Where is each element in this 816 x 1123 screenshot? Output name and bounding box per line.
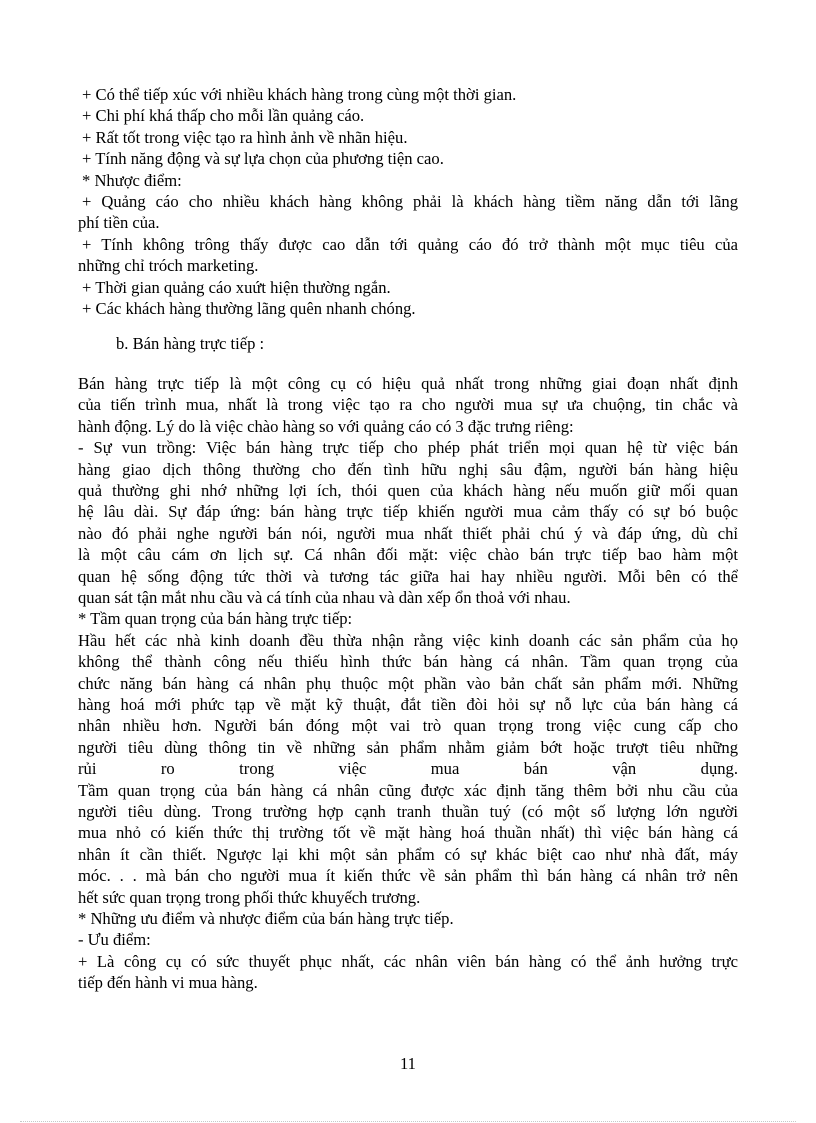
- paragraph-line: nhân nhiều hơn. Người bán đóng một vai trò quan trọng trong việc cung cấp cho: [78, 716, 738, 736]
- paragraph-line: rủi ro trong việc mua bán vận dụng.: [78, 759, 738, 779]
- paragraph-line: hệ lâu dài. Sự đáp ứng: bán hàng trực tiếp khiến người mua cảm thấy có sự bó buộc: [78, 502, 738, 522]
- page-bottom-divider: [20, 1121, 796, 1122]
- paragraph-line: quan sát tận mắt nhu cầu và cá tính của nhau và dàn xếp ổn thoả với nhau.: [78, 587, 571, 607]
- document-page: [78, 84, 738, 994]
- paragraph-line: không thể thành công nếu thiếu hình thức bán hàng cá nhân. Tầm quan trọng của: [78, 652, 738, 672]
- advantage-item: + Chi phí khá thấp cho mỗi lần quảng cáo.: [82, 106, 365, 126]
- paragraph-line: nào đó phải nghe người bán nói, người mua nhất thiết phải chú ý và đáp ứng, dù chỉ: [78, 523, 738, 543]
- subsection-heading: * Những ưu điểm và nhược điểm của bán hàng trực tiếp.: [78, 909, 454, 929]
- paragraph-line: móc. . . mà bán cho người mua ít kiến thức về sản phẩm thì bán hàng cá nhân trở nên: [78, 866, 738, 886]
- paragraph-line: tiếp đến hành vi mua hàng.: [78, 973, 258, 993]
- section-heading: b. Bán hàng trực tiếp :: [116, 334, 265, 354]
- disadvantage-item: + Tính không trông thấy được cao dẫn tới quảng cáo đó trở thành một mục tiêu của: [82, 234, 738, 254]
- advantages-heading: - Ưu điểm:: [78, 930, 151, 950]
- page-number: 11: [400, 1054, 416, 1073]
- disadvantage-item: + Thời gian quảng cáo xuứt hiện thường ngắn.: [82, 277, 391, 297]
- paragraph-line: nhân ít cần thiết. Ngược lại khi một sản phẩm có sự khác biệt cao như nhà đất, máy: [78, 844, 738, 864]
- paragraph-line: người tiêu dùng thông tin về những sản phẩm nhằm giảm bớt hoặc trượt tiêu những: [78, 737, 738, 757]
- paragraph-line: Hầu hết các nhà kinh doanh đều thừa nhận rằng việc kinh doanh các sản phẩm của họ: [78, 630, 738, 650]
- disadvantages-heading: * Nhược điểm:: [82, 170, 182, 190]
- advantage-item: + Rất tốt trong việc tạo ra hình ảnh về nhãn hiệu.: [82, 127, 408, 147]
- disadvantage-item: + Các khách hàng thường lãng quên nhanh chóng.: [82, 299, 416, 319]
- paragraph-line: chức năng bán hàng cá nhân phụ thuộc một phần vào bản chất sản phẩm mới. Những: [78, 673, 738, 693]
- paragraph-line: Tầm quan trọng của bán hàng cá nhân cũng được xác định tăng thêm bởi nhu cầu của: [78, 780, 738, 800]
- paragraph-line: hàng hoá mới phức tạp về mặt kỹ thuật, đắt tiền đòi hỏi sự nỗ lực của bán hàng cá: [78, 694, 738, 714]
- paragraph-line: - Sự vun trồng: Việc bán hàng trực tiếp cho phép phát triển mọi quan hệ từ việc bán: [78, 438, 738, 458]
- disadvantage-item-cont: phí tiền của.: [78, 213, 160, 233]
- paragraph-line: mua nhỏ có kiến thức thị trường tốt về mặt hàng hoá thuần nhất) thì việc bán hàng cá: [78, 823, 738, 843]
- paragraph-line: quả thường ghi nhớ những lợi ích, thói quen của khách hàng nếu muốn giữ mối quan: [78, 480, 738, 500]
- paragraph-line: của tiến trình mua, nhất là trong việc tạo ra cho người mua sự ưa chuộng, tin chắc và: [78, 395, 738, 415]
- paragraph-line: hành động. Lý do là việc chào hàng so với quảng cáo có 3 đặc trưng riêng:: [78, 416, 574, 436]
- disadvantage-item: + Quảng cáo cho nhiều khách hàng không phải là khách hàng tiềm năng dẫn tới lãng: [82, 192, 738, 212]
- subsection-heading: * Tầm quan trọng của bán hàng trực tiếp:: [78, 609, 353, 629]
- paragraph-line: Bán hàng trực tiếp là một công cụ có hiệu quả nhất trong những giai đoạn nhất định: [78, 373, 738, 393]
- disadvantage-item-cont: những chỉ tróch marketing.: [78, 256, 259, 276]
- paragraph-line: người tiêu dùng. Trong trường hợp cạnh tranh thuần tuý (có một số lượng lớn người: [78, 802, 738, 821]
- advantage-item: + Có thể tiếp xúc với nhiều khách hàng trong cùng một thời gian.: [82, 85, 517, 104]
- paragraph-line: + Là công cụ có sức thuyết phục nhất, các nhân viên bán hàng có thể ảnh hưởng trực: [78, 951, 738, 971]
- paragraph-line: quan hệ sống động tức thời và tương tác giữa hai hay nhiều người. Mỗi bên có thể: [78, 566, 738, 586]
- paragraph-line: hàng giao dịch thông thường cho đến tình hữu nghị sâu đậm, người bán hàng hiệu: [78, 459, 738, 479]
- paragraph-line: hết sức quan trọng trong phối thức khuyếch trương.: [78, 887, 421, 907]
- paragraph-line: là một câu cám ơn lịch sự. Cá nhân đối mặt: việc chào bán trực tiếp bao hàm một: [78, 545, 738, 565]
- advantage-item: + Tính năng động và sự lựa chọn của phương tiện cao.: [82, 149, 444, 169]
